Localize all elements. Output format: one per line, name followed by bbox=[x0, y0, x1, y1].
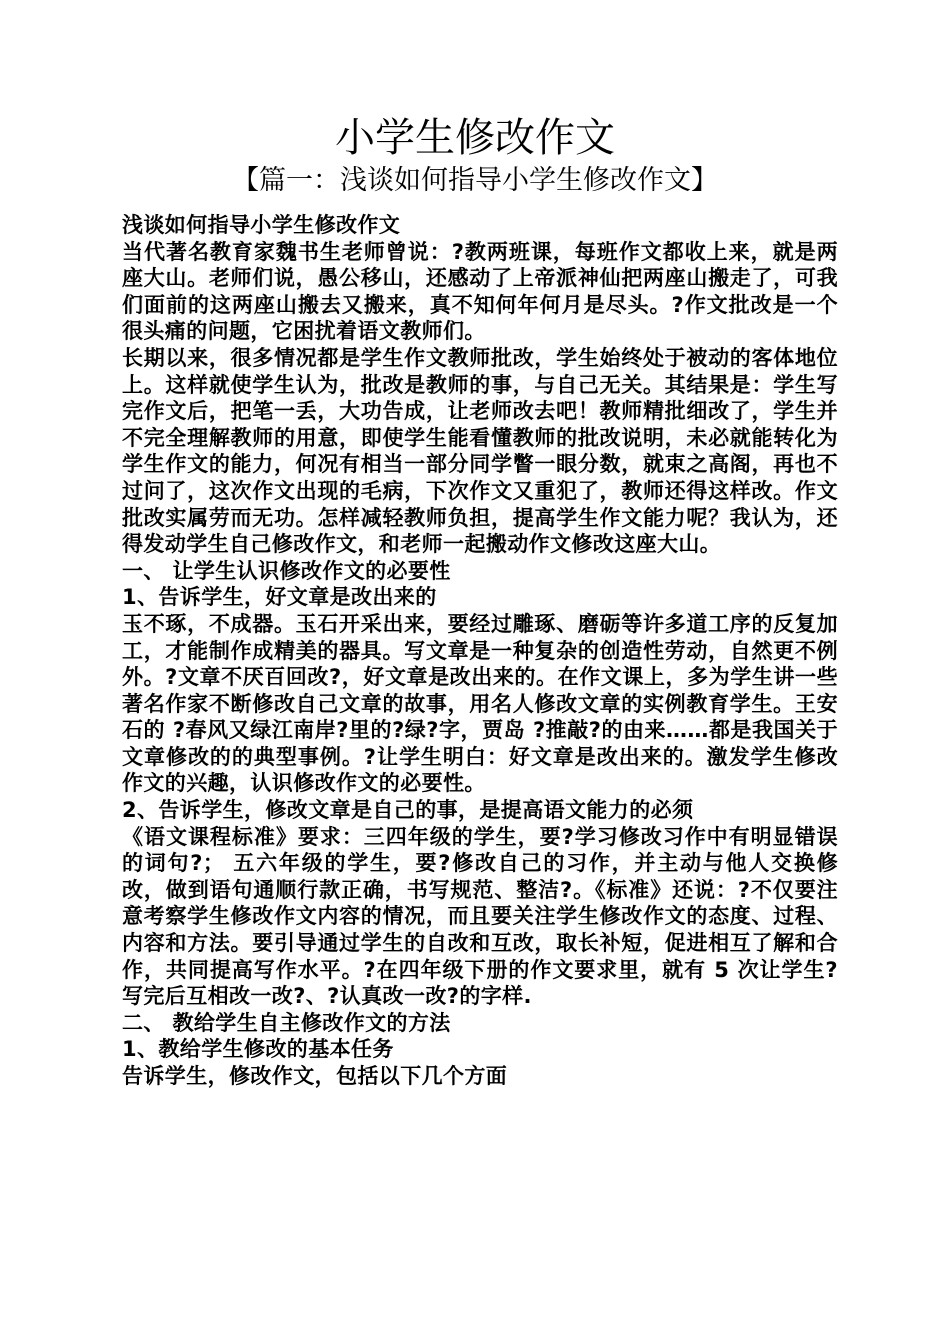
paragraph: 《语文课程标准》要求：三四年级的学生，要?学习修改习作中有明显错误的词句?； 五六年级的学生，要?修改自己的习作，并主动与他人交换修改，做到语句通顺行款正确，书写规范、整洁?。《标准》还说：?不仅要注意考察学生修改作文内容的情况，而且要关注学生修改作文的态度、过程、内容和方法。要引导通过学生的自改和互改，取长补短，促进相互了解和合作，共同提高写作水平。?在四年级下册的作文要求里，就有 5 次让学生?写完后互相改一改?、?认真改一改?的字样. bbox=[122, 824, 838, 1009]
paragraph: 当代著名教育家魏书生老师曾说：?教两班课，每班作文都收上来，就是两座大山。老师们说，愚公移山，还感动了上帝派神仙把两座山搬走了，可我们面前的这两座山搬去又搬来，真不知何年何月是尽头。?作文批改是一个很头痛的问题，它困扰着语文教师们。 bbox=[122, 239, 838, 344]
subsection-heading: 1、告诉学生，好文章是改出来的 bbox=[122, 585, 437, 610]
document-subtitle: 【篇一：浅谈如何指导小学生修改作文】 bbox=[232, 165, 718, 196]
paragraph-heading: 浅谈如何指导小学生修改作文 bbox=[122, 213, 401, 237]
paragraph: 玉不琢，不成器。玉石开采出来，要经过雕琢、磨砺等许多道工序的反复加工，才能制作成精美的器具。写文章是一种复杂的创造性劳动，自然更不例外。?文章不厌百回改?，好文章是改出来的。在作文课上，多为学生讲一些著名作家不断修改自己文章的故事，用名人修改文章的实例教育学生。王安石的 ?春风又绿江南岸?里的?绿?字，贾岛 ?推敲?的由来……都是我国关于文章修改的的典型事例。?让学生明白：好文章是改出来的。激发学生修改作文的兴趣，认识修改作文的必要性。 bbox=[122, 611, 838, 796]
paragraph: 长期以来，很多情况都是学生作文教师批改，学生始终处于被动的客体地位上。这样就使学生认为，批改是教师的事，与自己无关。其结果是：学生写完作文后，把笔一丢，大功告成，让老师改去吧！教师精批细改了，学生并不完全理解教师的用意，即使学生能看懂教师的批改说明，未必就能转化为学生作文的能力，何况有相当一部分同学瞥一眼分数，就束之高阁，再也不过问了，这次作文出现的毛病，下次作文又重犯了，教师还得这样改。作文批改实属劳而无功。怎样减轻教师负担，提高学生作文能力呢？我认为，还得发动学生自己修改作文，和老师一起搬动作文修改这座大山。 bbox=[122, 345, 838, 557]
document-title: 小学生修改作文 bbox=[335, 115, 615, 161]
paragraph: 告诉学生，修改作文，包括以下几个方面 bbox=[122, 1064, 508, 1088]
section-heading: 一、 让学生认识修改作文的必要性 bbox=[122, 558, 451, 583]
section-heading: 二、 教给学生自主修改作文的方法 bbox=[122, 1010, 451, 1035]
subsection-heading: 1、教给学生修改的基本任务 bbox=[122, 1037, 394, 1062]
subsection-heading: 2、告诉学生，修改文章是自己的事，是提高语文能力的必须 bbox=[122, 798, 694, 823]
document-body bbox=[116, 212, 838, 1090]
